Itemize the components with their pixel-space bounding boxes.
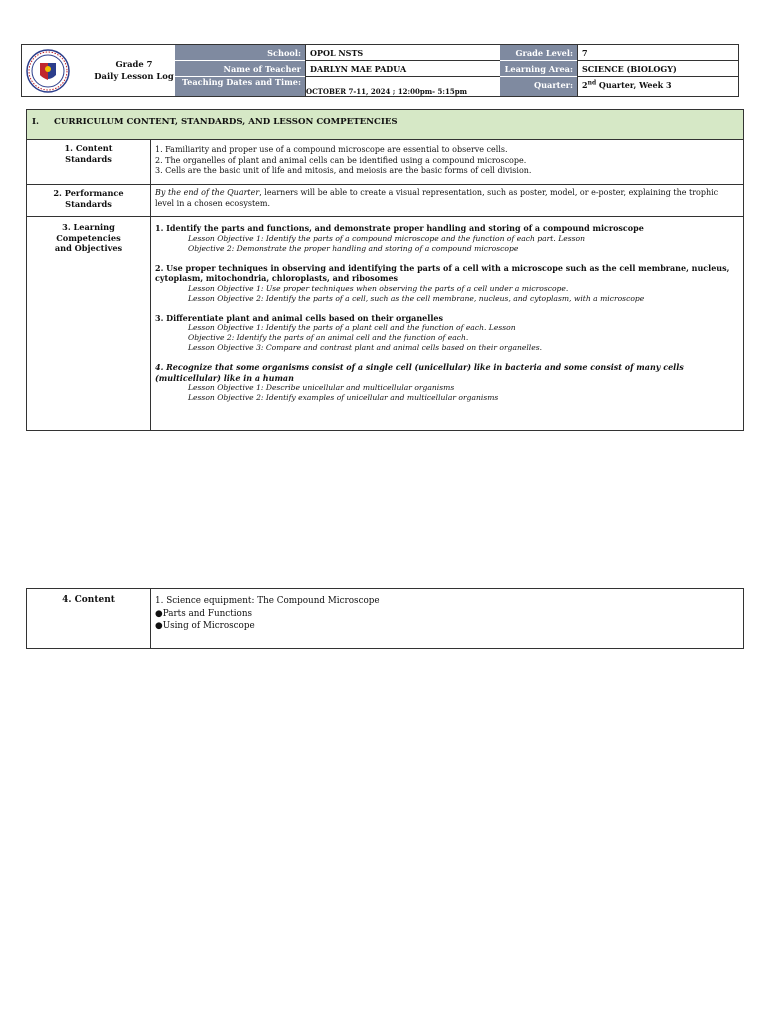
curriculum-table: [26, 109, 744, 431]
competency-2-objective-1: Lesson Objective 1: Use proper techniques when observing the parts of a cell under a microscope.: [188, 283, 569, 293]
quarter-value: [577, 77, 738, 96]
deped-seal-icon: [26, 49, 70, 93]
grade-level-value: 7: [577, 45, 738, 61]
content-standard-item: 2. The organelles of plant and animal cells can be identified using a compound microscope.: [155, 155, 527, 165]
content-standards-label-line1: 1. Content: [64, 143, 113, 153]
performance-body: , learners will be able to create a visual representation, such as poster, model, or e-poster, explaining the trophic level in a chosen ecosystem.: [155, 188, 719, 208]
competency-3-objective-3: Lesson Objective 3: Compare and contrast plant and animal cells based on their organelles.: [188, 343, 543, 352]
content-body: [151, 589, 743, 648]
header-block: [21, 44, 739, 97]
performance-lead: By the end of the Quarter: [155, 188, 260, 197]
competency-4-objective-2: Lesson Objective 2: Identify examples of unicellular and multicellular organisms: [188, 393, 499, 402]
grade-text: Grade 7: [115, 59, 153, 69]
quarter-ordinal: 2: [582, 80, 588, 90]
teacher-label: Name of Teacher: [175, 61, 305, 77]
learning-competencies-body: [151, 216, 743, 430]
lc-label-line1: 3. Learning: [62, 222, 115, 232]
grade-level-label: Grade Level:: [500, 45, 577, 61]
quarter-rest: Quarter, Week 3: [596, 80, 672, 90]
lc-label-line3: and Objectives: [54, 243, 123, 253]
content-standard-item: 1. Familiarity and proper use of a compound microscope are essential to observe cells.: [155, 145, 508, 154]
content-bullet-1: [155, 608, 739, 621]
competency-1-objective-1: Lesson Objective 1: Identify the parts of a compound microscope and the function of each part. Lesson: [188, 233, 585, 243]
section-number: I.: [32, 117, 40, 127]
content-line-1: 1. Science equipment: The Compound Microscope: [155, 596, 380, 606]
content-bullet-2-text: Using of Microscope: [162, 621, 255, 631]
bullet-icon: ●: [155, 621, 163, 631]
content-label: 4. Content: [27, 589, 151, 648]
section-header: [27, 110, 743, 139]
competency-2-objective-2: Lesson Objective 2: Identify the parts of a cell, such as the cell membrane, nucleus, and cytoplasm, with a microscope: [188, 293, 645, 303]
performance-standards-label-line2: Standards: [65, 198, 112, 209]
content-bullet-1-text: Parts and Functions: [162, 608, 253, 619]
performance-standards-label: [27, 184, 151, 216]
teacher-value: DARLYN MAE PADUA: [305, 61, 500, 77]
learning-competencies-label: [27, 216, 151, 430]
section-title: CURRICULUM CONTENT, STANDARDS, AND LESSON COMPETENCIES: [54, 117, 398, 127]
content-table: [26, 588, 744, 649]
competency-4-objective-1: Lesson Objective 1: Describe unicellular and multicellular organisms: [188, 383, 455, 392]
performance-standards-text: [151, 184, 743, 216]
school-label: School:: [175, 45, 305, 61]
competency-1-title: 1. Identify the parts and functions, and demonstrate proper handling and storing of a compound microscope: [155, 223, 644, 233]
dates-value: OCTOBER 7-11, 2024 ; 12:00pm- 5:15pm: [305, 77, 500, 96]
competency-4-title: 4. Recognize that some organisms consist of a single cell (unicellular) like in bacteria and some consist of many cells (multicellular) like in a human: [155, 362, 684, 383]
content-bullet-2: [155, 620, 739, 633]
performance-standards-label-line1: 2. Performance: [53, 188, 124, 198]
competency-3-title: 3. Differentiate plant and animal cells based on their organelles: [155, 312, 443, 323]
quarter-suffix: nd: [587, 79, 597, 87]
competency-2-title: 2. Use proper techniques in observing and identifying the parts of a cell with a microscope such as the cell membrane, nucleus, cytoplasm, mitochondria, chloroplasts, and ribosomes: [155, 262, 730, 283]
competency-1-objective-2: Objective 2: Demonstrate the proper handling and storing of a compound microscope: [188, 243, 519, 253]
bullet-icon: ●: [155, 608, 163, 619]
dates-label: Teaching Dates and Time:: [175, 77, 305, 96]
learning-area-label: Learning Area:: [500, 61, 577, 77]
competency-3-objective-2: Objective 2: Identify the parts of an animal cell and the function of each.: [188, 333, 469, 342]
log-title: Daily Lesson Log: [94, 71, 174, 81]
competency-3-objective-1: Lesson Objective 1: Identify the parts of a plant cell and the function of each. Lesson: [188, 323, 516, 332]
quarter-label: Quarter:: [500, 77, 577, 96]
school-value: OPOL NSTS: [305, 45, 500, 61]
learning-area-value: SCIENCE (BIOLOGY): [577, 61, 738, 77]
lc-label-line2: Competencies: [56, 232, 121, 243]
content-standard-item: 3. Cells are the basic unit of life and mitosis, and meiosis are the basic forms of cell division.: [155, 166, 532, 175]
content-standards-label-line2: Standards: [65, 153, 112, 164]
